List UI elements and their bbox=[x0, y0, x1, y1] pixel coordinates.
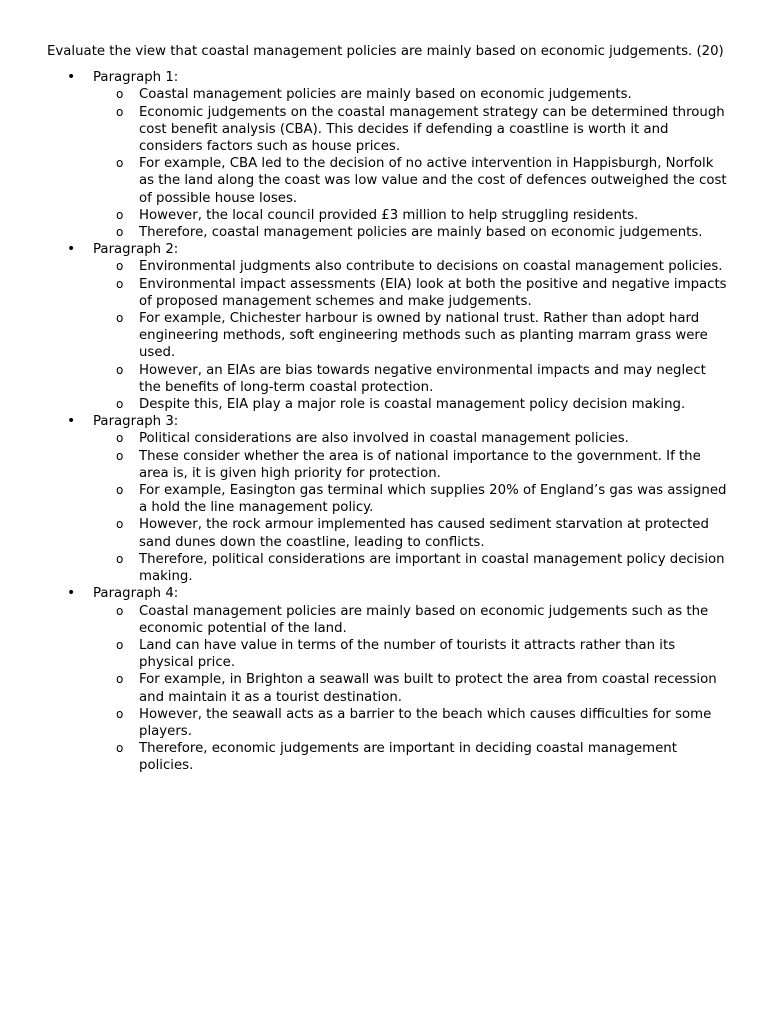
list-item bbox=[93, 706, 727, 740]
paragraph-2 bbox=[47, 241, 727, 413]
point-text: For example, Easington gas terminal which supplies 20% of England’s gas was assigned a hold the line management policy. bbox=[139, 483, 727, 516]
list-item bbox=[93, 551, 727, 585]
circle-bullet-icon: o bbox=[116, 448, 124, 463]
bullet-icon: • bbox=[67, 69, 76, 86]
list-item bbox=[93, 258, 727, 275]
circle-bullet-icon: o bbox=[116, 87, 124, 102]
circle-bullet-icon: o bbox=[116, 156, 124, 171]
circle-bullet-icon: o bbox=[116, 637, 124, 652]
circle-bullet-icon: o bbox=[116, 225, 124, 240]
point-text: However, the seawall acts as a barrier to the beach which causes difficulties for some players. bbox=[139, 706, 712, 739]
point-text: Therefore, coastal management policies are mainly based on economic judgements. bbox=[139, 225, 703, 241]
list-item bbox=[93, 482, 727, 516]
point-text: For example, CBA led to the decision of no active intervention in Happisburgh, Norfolk as the land along the coast was low value and the cost of defences outweighed the cost of possible house loses. bbox=[139, 156, 727, 206]
circle-bullet-icon: o bbox=[116, 311, 124, 326]
circle-bullet-icon: o bbox=[116, 397, 124, 412]
list-item bbox=[93, 430, 727, 447]
point-list bbox=[93, 258, 727, 413]
paragraph-4 bbox=[47, 585, 727, 774]
list-item bbox=[93, 224, 727, 241]
circle-bullet-icon: o bbox=[116, 517, 124, 532]
list-item bbox=[93, 104, 727, 156]
circle-bullet-icon: o bbox=[116, 207, 124, 222]
point-text: However, an EIAs are bias towards negative environmental impacts and may neglect the benefits of long-term coastal protection. bbox=[139, 362, 706, 395]
list-item bbox=[93, 207, 727, 224]
list-item bbox=[93, 448, 727, 482]
circle-bullet-icon: o bbox=[116, 551, 124, 566]
paragraph-heading: Paragraph 2: bbox=[93, 242, 179, 258]
bullet-icon: • bbox=[67, 585, 76, 602]
point-text: Environmental impact assessments (EIA) look at both the positive and negative impacts of proposed management schemes and make judgements. bbox=[139, 276, 727, 309]
list-item bbox=[93, 516, 727, 550]
circle-bullet-icon: o bbox=[116, 362, 124, 377]
circle-bullet-icon: o bbox=[116, 104, 124, 119]
paragraph-1 bbox=[47, 69, 727, 241]
list-item bbox=[93, 155, 727, 207]
list-item bbox=[93, 276, 727, 310]
list-item bbox=[93, 310, 727, 362]
bullet-icon: • bbox=[67, 241, 76, 258]
circle-bullet-icon: o bbox=[116, 259, 124, 274]
point-text: Coastal management policies are mainly based on economic judgements such as the economic potential of the land. bbox=[139, 603, 709, 636]
list-item bbox=[93, 671, 727, 705]
document-page bbox=[47, 43, 727, 775]
circle-bullet-icon: o bbox=[116, 276, 124, 291]
point-list bbox=[93, 86, 727, 241]
point-list bbox=[93, 430, 727, 585]
point-text: For example, Chichester harbour is owned by national trust. Rather than adopt hard engineering methods, soft engineering methods such as planting marram grass were used. bbox=[139, 311, 708, 361]
circle-bullet-icon: o bbox=[116, 431, 124, 446]
paragraph-list bbox=[47, 69, 727, 774]
paragraph-heading: Paragraph 3: bbox=[93, 414, 179, 430]
point-text: For example, in Brighton a seawall was built to protect the area from coastal recession and maintain it as a tourist destination. bbox=[139, 672, 717, 705]
list-item bbox=[93, 362, 727, 396]
point-list bbox=[93, 603, 727, 775]
point-text: Land can have value in terms of the number of tourists it attracts rather than its physical price. bbox=[139, 637, 676, 671]
circle-bullet-icon: o bbox=[116, 706, 124, 721]
circle-bullet-icon: o bbox=[116, 483, 124, 498]
point-text: Therefore, economic judgements are important in deciding coastal management policies. bbox=[139, 741, 677, 774]
point-text: Therefore, political considerations are important in coastal management policy decision making. bbox=[139, 551, 725, 585]
circle-bullet-icon: o bbox=[116, 741, 124, 756]
point-text: However, the local council provided £3 million to help struggling residents. bbox=[139, 207, 639, 223]
list-item bbox=[93, 637, 727, 671]
paragraph-heading: Paragraph 1: bbox=[93, 70, 179, 86]
list-item bbox=[93, 740, 727, 774]
circle-bullet-icon: o bbox=[116, 603, 124, 618]
point-text: Economic judgements on the coastal management strategy can be determined through cost benefit analysis (CBA). This decides if defending a coastline is worth it and considers factors such as house prices. bbox=[139, 104, 725, 155]
point-text: Environmental judgments also contribute to decisions on coastal management policies. bbox=[139, 259, 723, 275]
paragraph-3 bbox=[47, 413, 727, 585]
essay-question: Evaluate the view that coastal management policies are mainly based on economic judgements. (20) bbox=[47, 44, 724, 59]
point-text: However, the rock armour implemented has caused sediment starvation at protected sand dunes down the coastline, leading to conflicts. bbox=[139, 517, 709, 550]
list-item bbox=[93, 86, 727, 103]
point-text: Political considerations are also involved in coastal management policies. bbox=[139, 431, 629, 447]
point-text: Coastal management policies are mainly based on economic judgements. bbox=[139, 87, 632, 103]
list-item bbox=[93, 603, 727, 637]
point-text: These consider whether the area is of national importance to the government. If the area is, it is given high priority for protection. bbox=[139, 448, 701, 481]
list-item bbox=[93, 396, 727, 413]
paragraph-heading: Paragraph 4: bbox=[93, 586, 179, 602]
bullet-icon: • bbox=[67, 413, 76, 430]
point-text: Despite this, EIA play a major role is coastal management policy decision making. bbox=[139, 397, 686, 413]
circle-bullet-icon: o bbox=[116, 672, 124, 687]
